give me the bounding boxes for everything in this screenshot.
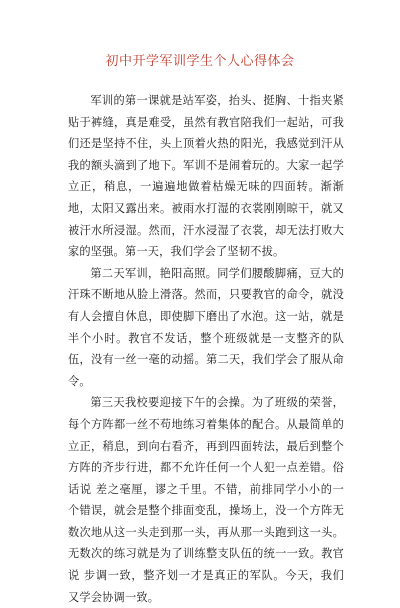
document-body <box>68 90 344 608</box>
paragraph-3: 第三天我校要迎接下午的会操。为了班级的荣誉，每个方阵都一丝不苟地练习着集体的配合。从最简单的立正，稍息，到向右看齐，再到四面转法，最后到整个方阵的齐步行进，都不允许任何一个人犯一点差错。俗话说 差之毫厘，谬之千里。不错，前排同学小小的一个错误，就会是整个排面变乱，操场上，没一个方阵无数次地从这一头走到那一头，再从那一头跑到这一头。无数次的练习就是为了训练整支队伍的统一一致。教官说 步调一致，整齐划一才是真正的军队。今天，我们又学会协调一致。 <box>68 396 344 604</box>
paragraph-1: 军训的第一课就是站军姿，抬头、挺胸、十指夹紧贴于裤缝，真是难受，虽然有教官陪我们一起站，可我们还是坚持不住，头上顶着火热的阳光，我感觉到汗从我的额头滴到了地下。军训不是闹着玩的。大家一起学立正，稍息，一遍遍地做着枯燥无味的四面转。渐渐地，太阳又露出来。被雨水打湿的衣裳刚刚晾干，就又被汗水所浸湿。然而，汗水浸湿了衣裳，却无法打败大家的坚强。第一天，我们学会了坚韧不拔。 <box>68 94 344 259</box>
document-title: 初中开学军训学生个人心得体会 <box>105 54 295 69</box>
paragraph-2: 第二天军训，艳阳高照。同学们腰酸脚痛，豆大的汗珠不断地从脸上滑落。然而，只要教官的命令，就没有人会擅自休息，即使脚下磨出了水泡。这一站，就是半个小时。教官不发话，整个班级就是一支整齐的队伍，没有一丝一毫的动摇。第二天，我们学会了服从命令。 <box>68 266 344 388</box>
